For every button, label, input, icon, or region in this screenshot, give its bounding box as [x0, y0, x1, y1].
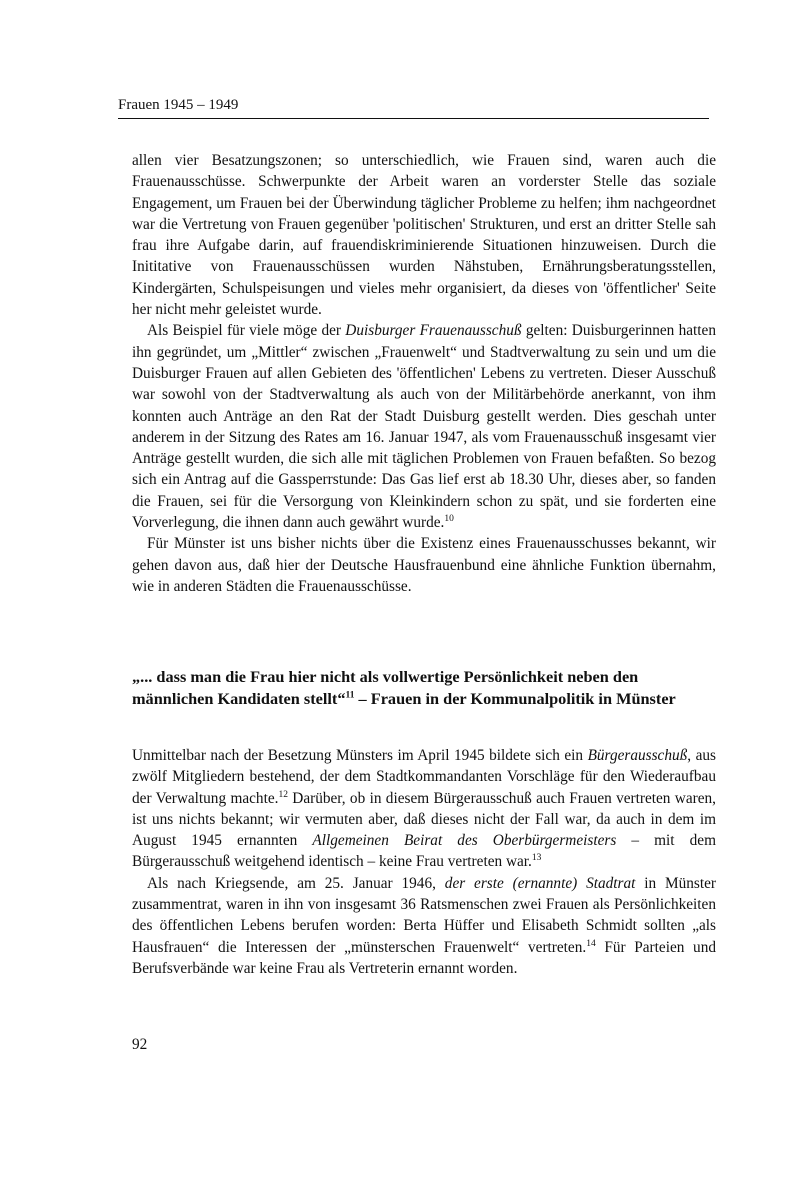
paragraph-duisburg: [132, 320, 716, 533]
text-run: gelten: Duisburgerinnen hatten ihn gegründet, um „Mittler“ zwischen „Frauenwelt“ und Stadtverwaltung zu sein und um die Duisburger Frauen auf allen Gebieten des 'öffentlichen' Lebens zu vertreten. Dieser Ausschuß war sowohl von der Stadtverwaltung als auch von der Militärbehörde anerkannt, von ihm konnten auch Anträge an den Rat der Stadt Duisburg gestellt werden. Dies geschah unter anderem in der Sitzung des Rates am 16. Januar 1947, als vom Frauenausschuß insgesamt vier Anträge gestellt wurden, die sich alle mit täglichen Problemen von Frauen befaßten. So bezog sich ein Antrag auf die Gassperrstunde: Das Gas lief erst ab 18.30 Uhr, dieses aber, so fanden die Frauen, sei für die Versorgung von Kleinkindern schon zu spät, und sie forderten eine Vorverlegung, die ihnen dann auch gewährt wurde.: [132, 322, 716, 532]
text-run: in Münster zusammentrat, waren in ihn von insgesamt 36 Ratsmenschen zwei Frauen als Persönlichkeiten des öffentlichen Lebens berufen worden: Berta Hüffer und Elisabeth Schmidt sollten „als Hausfrauen“ die Interessen der „münsterschen Frauenwelt“ vertreten.: [132, 874, 716, 956]
heading-subtitle: – Frauen in der Kommunalpolitik in Münster: [354, 689, 676, 708]
footnote-marker: 12: [278, 789, 288, 800]
text-block-kommunalpolitik: [132, 745, 716, 979]
header-rule: [118, 118, 709, 119]
footnote-marker: 11: [345, 690, 355, 701]
paragraph-muenster: Für Münster ist uns bisher nichts über die Existenz eines Frauenausschusses bekannt, wir gehen davon aus, daß hier der Deutsche Hausfrauenbund eine ähnliche Funktion übernahm, wie in anderen Städten die Frauenausschüsse.: [132, 535, 716, 595]
text-run: Darüber, ob in diesem Bürgerausschuß auch Frauen vertreten waren, ist uns nichts bekannt; wir vermuten aber, daß dieses nicht der Fall war, da auch in dem im August 1945 ernannten: [132, 789, 716, 850]
paragraph: allen vier Besatzungszonen; so unterschiedlich, wie Frauen sind, waren auch die Frauenausschüsse. Schwerpunkte der Arbeit waren an vorderster Stelle das soziale Engagement, um Frauen bei der Überwindung täglicher Probleme zu helfen; ihm nachgeordnet war die Vertretung von Frauen gegenüber 'politischen' Strukturen, und erst an dritter Stelle sah frau ihre Aufgabe darin, auf frauendiskriminierende Situationen hinzuweisen. Durch die Inititative von Frauenausschüssen wurden Nähstuben, Ernährungsberatungsstellen, Kindergärten, Schulspeisungen und vieles mehr organisiert, da dieses von 'öffentlicher' Seite her nicht mehr geleistet wurde.: [132, 152, 716, 319]
text-run: Als nach Kriegsende, am 25. Januar 1946,: [147, 874, 445, 892]
text-run: Für Parteien und Berufsverbände war keine Frau als Vertreterin ernannt worden.: [132, 938, 716, 977]
heading-quote: „... dass man die Frau hier nicht als vollwertige Persönlichkeit neben den männlichen Kandidaten stellt“: [132, 667, 639, 708]
section-heading: [132, 666, 716, 710]
text-run: , aus zwölf Mitgliedern bestehend, der dem Stadtkommandanten Vorschläge für den Wiederaufbau der Verwaltung machte.: [132, 747, 716, 807]
footnote-marker: 14: [586, 938, 596, 949]
text-run: Als Beispiel für viele möge der: [147, 322, 346, 340]
text-run: – mit dem Bürgerausschuß weitgehend identisch – keine Frau vertreten war.: [132, 832, 716, 871]
text-run: Unmittelbar nach der Besetzung Münsters im April 1945 bildete sich ein: [132, 747, 588, 764]
emphasis-erster-stadtrat: der erste (ernannte) Stadtrat: [444, 874, 636, 892]
paragraph-buergerausschuss: [132, 745, 716, 873]
emphasis-allgemeiner-beirat: Allgemeinen Beirat des Oberbürgermeisters: [312, 832, 617, 850]
text-block-frauenausschuesse: [132, 150, 716, 597]
emphasis-buergerausschuss: Bürgerausschuß: [587, 747, 688, 764]
running-head: Frauen 1945 – 1949: [118, 97, 239, 113]
footnote-marker: 13: [531, 853, 542, 864]
paragraph-stadtrat: [132, 873, 716, 979]
emphasis-duisburger-frauenausschuss: Duisburger Frauenausschuß: [345, 322, 522, 340]
footnote-marker: 10: [444, 513, 454, 524]
page-number: 92: [132, 1036, 148, 1053]
